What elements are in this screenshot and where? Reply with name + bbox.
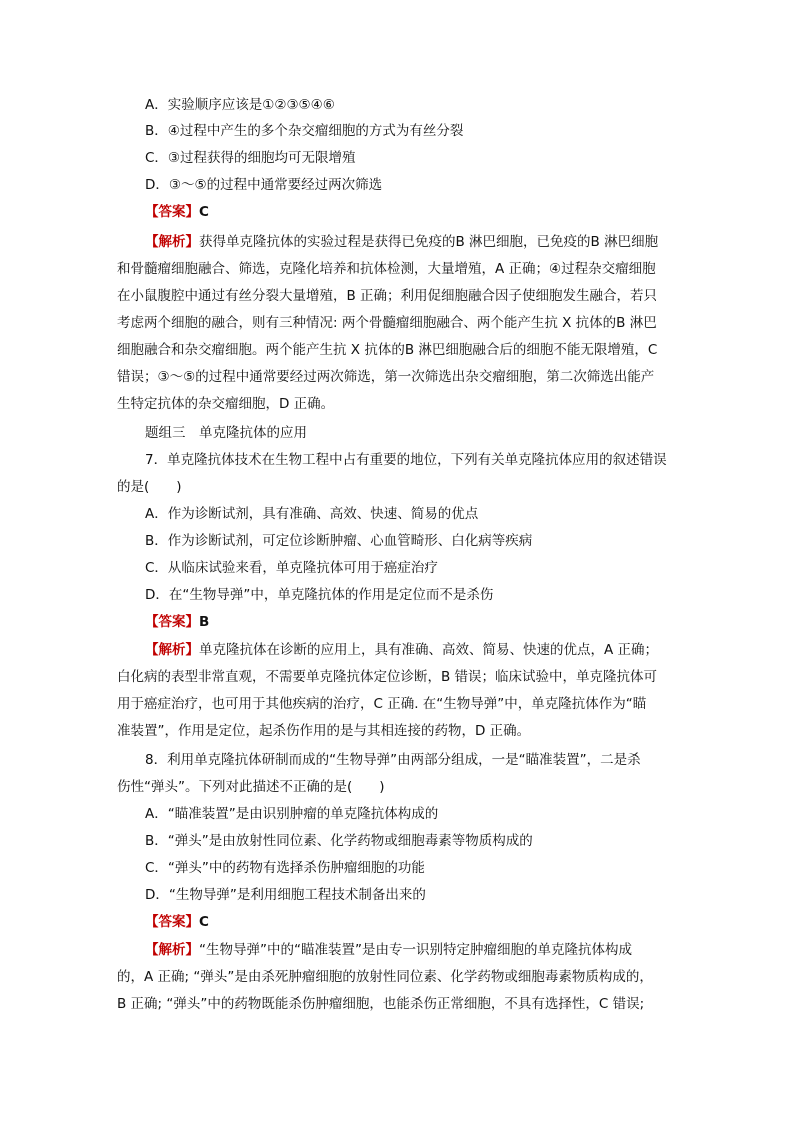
q8-stem-line-2: 伤性“弹头”。下列对此描述不正确的是( ) xyxy=(117,779,385,795)
q7-option-d: D．在“生物导弹”中，单克隆抗体的作用是定位而不是杀伤 xyxy=(145,587,494,603)
answer-tag: 【答案】 xyxy=(145,914,199,930)
q8-option-b: B．“弹头”是由放射性同位素、化学药物或细胞毒素等物质构成的 xyxy=(145,833,533,849)
analysis-text: 单克隆抗体在诊断的应用上，具有准确、高效、简易、快速的优点，A 正确； xyxy=(199,642,659,658)
q6-option-d: D．③～⑤的过程中通常要经过两次筛选 xyxy=(145,177,383,193)
q8-stem-line-1: 8．利用单克隆抗体研制而成的“生物导弹”由两部分组成，一是“瞄准装置”，二是杀 xyxy=(145,752,641,768)
analysis-text: 获得单克隆抗体的实验过程是获得已免疫的B 淋巴细胞，已免疫的B 淋巴细胞 xyxy=(199,234,659,250)
analysis-tag: 【解析】 xyxy=(145,234,199,250)
q8-answer xyxy=(145,909,209,935)
q8-option-a: A．“瞄准装置”是由识别肿瘤的单克隆抗体构成的 xyxy=(145,806,439,822)
analysis-text: “生物导弹”中的“瞄准装置”是由专一识别特定肿瘤细胞的单克隆抗体构成 xyxy=(199,942,632,958)
q6-option-b: B．④过程中产生的多个杂交瘤细胞的方式为有丝分裂 xyxy=(145,123,464,139)
q6-analysis-line-1 xyxy=(145,229,658,255)
q6-analysis-line-3: 在小鼠腹腔中通过有丝分裂大量增殖，B 正确；利用促细胞融合因子使细胞发生融合，若只 xyxy=(117,288,658,304)
q7-analysis-line-3: 用于癌症治疗，也可用于其他疾病的治疗，C 正确. 在“生物导弹”中，单克隆抗体作为“瞄 xyxy=(117,696,647,712)
q7-option-b: B．作为诊断试剂，可定位诊断肿瘤、心血管畸形、白化病等疾病 xyxy=(145,533,533,549)
q8-option-c: C．“弹头”中的药物有选择杀伤肿瘤细胞的功能 xyxy=(145,860,425,876)
q7-answer xyxy=(145,609,209,635)
q8-analysis-line-3: B 正确; “弹头”中的药物既能杀伤肿瘤细胞，也能杀伤正常细胞，不具有选择性，C 错误; xyxy=(117,996,645,1012)
q6-option-c: C．③过程获得的细胞均可无限增殖 xyxy=(145,150,356,166)
q7-stem-line-2: 的是( ) xyxy=(117,479,182,495)
q6-analysis-line-7: 生特定抗体的杂交瘤细胞，D 正确。 xyxy=(117,396,335,412)
q7-option-c: C．从临床试验来看，单克隆抗体可用于癌症治疗 xyxy=(145,560,438,576)
answer-value: C xyxy=(199,914,209,930)
q7-option-a: A．作为诊断试剂，具有准确、高效、快速、简易的优点 xyxy=(145,506,479,522)
q6-analysis-line-2: 和骨髓瘤细胞融合、筛选，克隆化培养和抗体检测，大量增殖，A 正确；④过程杂交瘤细胞 xyxy=(117,261,656,277)
q6-answer xyxy=(145,199,209,225)
q8-analysis-line-1 xyxy=(145,937,632,963)
answer-value: C xyxy=(199,204,209,220)
q8-option-d: D．“生物导弹”是利用细胞工程技术制备出来的 xyxy=(145,887,426,903)
section-heading: 题组三 单克隆抗体的应用 xyxy=(145,425,307,441)
answer-tag: 【答案】 xyxy=(145,614,199,630)
analysis-tag: 【解析】 xyxy=(145,642,199,658)
answer-value: B xyxy=(199,614,210,630)
q6-option-a: A．实验顺序应该是①②③⑤④⑥ xyxy=(145,97,335,113)
answer-tag: 【答案】 xyxy=(145,204,199,220)
q7-analysis-line-1 xyxy=(145,637,658,663)
q7-stem-line-1: 7．单克隆抗体技术在生物工程中占有重要的地位，下列有关单克隆抗体应用的叙述错误 xyxy=(145,452,667,468)
q6-analysis-line-6: 错误；③～⑤的过程中通常要经过两次筛选，第一次筛选出杂交瘤细胞，第二次筛选出能产 xyxy=(117,369,655,385)
q7-analysis-line-2: 白化病的表型非常直观，不需要单克隆抗体定位诊断，B 错误；临床试验中，单克隆抗体可 xyxy=(117,669,658,685)
q7-analysis-line-4: 准装置”，作用是定位，起杀伤作用的是与其相连接的药物，D 正确。 xyxy=(117,723,531,739)
q6-analysis-line-4: 考虑两个细胞的融合，则有三种情况: 两个骨髓瘤细胞融合、两个能产生抗 X 抗体的B 淋巴 xyxy=(117,315,657,331)
q6-analysis-line-5: 细胞融合和杂交瘤细胞。两个能产生抗 X 抗体的B 淋巴细胞融合后的细胞不能无限增殖，C xyxy=(117,342,658,358)
q8-analysis-line-2: 的，A 正确; “弹头”是由杀死肿瘤细胞的放射性同位素、化学药物或细胞毒素物质构成的， xyxy=(117,969,653,985)
analysis-tag: 【解析】 xyxy=(145,942,199,958)
